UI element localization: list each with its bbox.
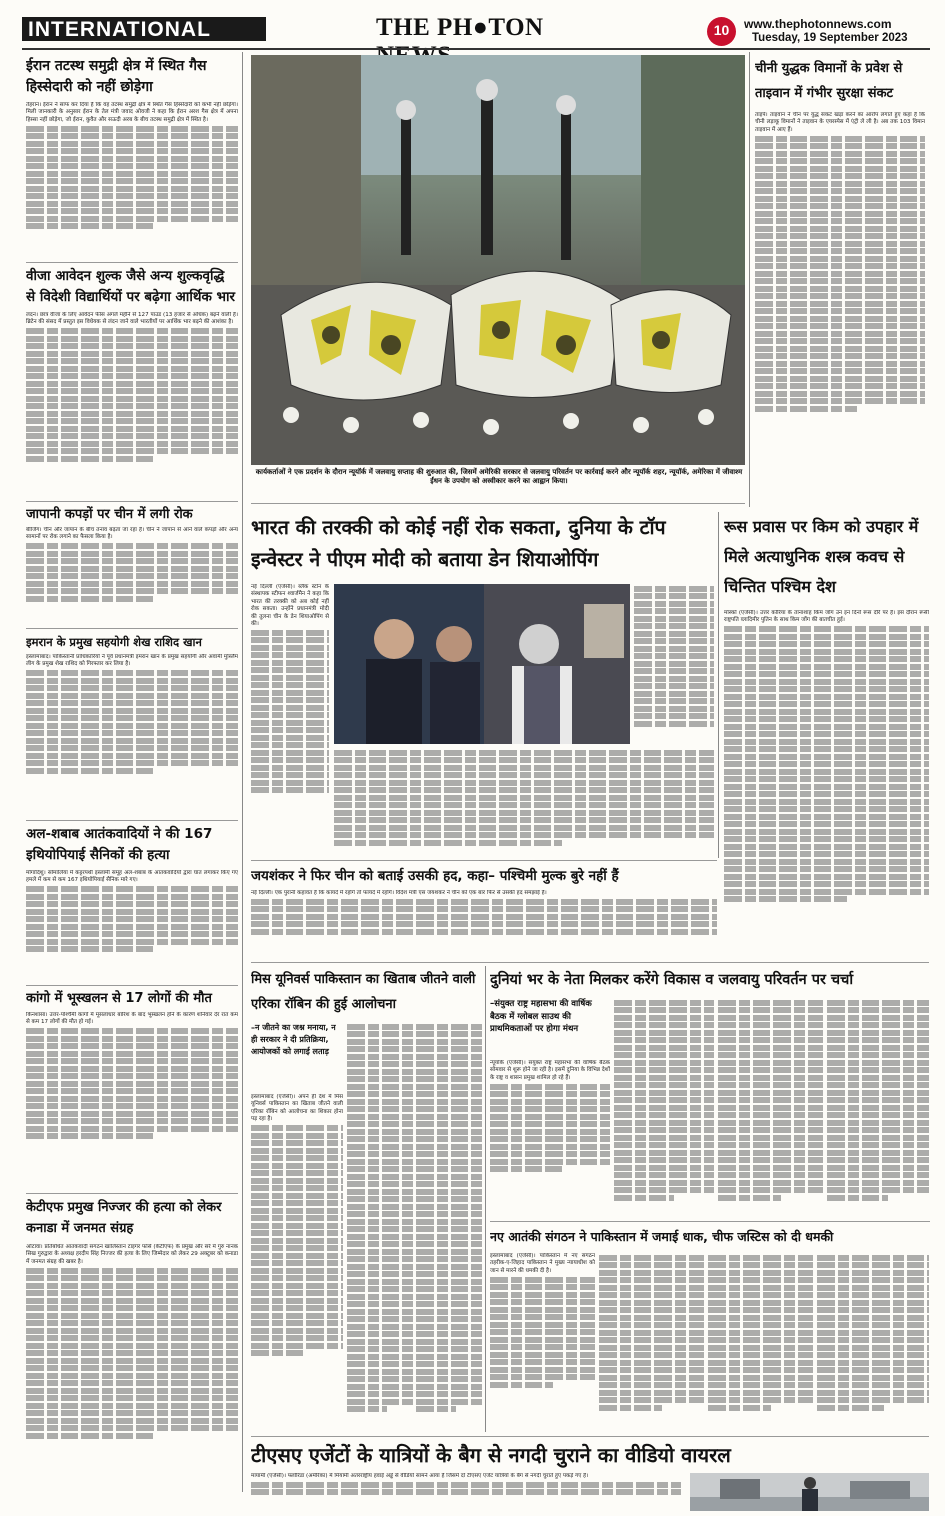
article-misspak-col2 [347, 1022, 413, 1434]
article-misspak-subtitle: –न जीतने का जश्न मनाया, न ही सरकार ने दी प्रतिक्रिया, आयोजकों को लगाई लताड़ [251, 1023, 336, 1056]
article-japan-title: जापानी कपड़ों पर चीन में लगी रोक [26, 507, 193, 522]
section-banner [22, 17, 266, 41]
masthead-title: THE PH●TON [376, 14, 544, 41]
article-visa-title: वीजा आवेदन शुल्क जैसे अन्य शुल्कवृद्धि से विदेशी विद्यार्थियों पर बढ़ेगा आर्थिक भार [26, 268, 236, 305]
divider [26, 628, 238, 629]
photo-illustration [251, 55, 745, 465]
strap-lead: नई दिल्ली। एक पुरानी कहावत है कि कायदे में रहोगे तो फायदे में रहोगे। विदेश मंत्री एस जयशंकर ने चीन को एक बार फिर से उसकी हद समझाई है। [251, 890, 547, 896]
article-pak-col4 [817, 1253, 929, 1431]
divider [26, 820, 238, 821]
section-label: INTERNATIONAL [28, 18, 211, 41]
website-link[interactable]: www.thephotonnews.com [744, 17, 892, 31]
article-pak-col1 [490, 1253, 595, 1431]
article-iran-title: ईरान तटस्थ समुद्री क्षेत्र में स्थित गैस हिस्सेदारी को नहीं छोड़ेगा [26, 58, 207, 95]
article-ktf-lead: ओटावा। प्रतिबंधित आतंकवादी संगठन खालिस्तान टाइगर फोर्स (केटीएफ) के प्रमुख और सरे में गुरु नानक सिख गुरुद्वारा के अध्यक्ष हरदीप सिंह निज्जर की हत्या के लिए जिम्मेदार को लेकर 29 अक्टूबर को कनाडा में जनमत संग्रह की खबर है। [26, 1244, 238, 1265]
article-un-col4 [827, 998, 929, 1218]
page-number-badge [707, 17, 736, 46]
article-misspak-col1 [251, 1094, 343, 1434]
article-un-title: दुनियां भर के नेता मिलकर करेंगे विकास व जलवायु परिवर्तन पर चर्चा [490, 972, 854, 988]
article-visa-body [26, 312, 238, 498]
divider [26, 501, 238, 502]
strap-title: जयशंकर ने फिर चीन को बताई उसकी हद, कहा– पश्चिमी मुल्क बुरे नहीं हैं [251, 868, 619, 884]
article-misspak-col3 [416, 1022, 482, 1434]
airport-security-photo [690, 1473, 929, 1511]
main-story-col4 [634, 584, 714, 744]
article-japan-body [26, 527, 238, 625]
divider [485, 966, 486, 1432]
photo-caption: कार्यकर्ताओं ने एक प्रदर्शन के दौरान न्यूयॉर्क में जलवायु सप्ताह की शुरुआत की, जिसमें अमेरिकी सरकार से जलवायु परिवर्तन पर कार्रवाई करने और न्यूयॉर्क शहर, न्यूयॉर्क, अमेरिका में जीवाश्म ईंधन के उपयोग को अस्वीकार करने का आह्वान किया। [255, 468, 743, 485]
divider [26, 1193, 238, 1194]
article-imran-lead: इस्लामाबाद। पाकिस्तानी प्राधिकारियों ने पूर्व प्रधानमंत्री इमरान खान के प्रमुख सहयोगी और अवामी मुस्लिम लीग के प्रमुख शेख राशिद को गिरफ्तार कर लिया है। [26, 654, 238, 668]
page-number: 10 [713, 22, 730, 38]
article-pak-lead: इस्लामाबाद (एजेंसी)। पाकिस्तान में नए संगठन तहरीक-ए-जिहाद पाकिस्तान ने मुख्य न्यायाधीश को जान से मारने की धमकी दी है। [490, 1253, 595, 1274]
main-story-lead: नई दिल्ली (एजेंसी)। ब्लैक स्टोन के संस्थापक स्टीफन श्वार्जमैन ने कहा कि भारत की तरक्की को अब कोई नहीं रोक सकता। उन्होंने प्रधानमंत्री मोदी की तुलना चीन के डेन शियाओपिंग से की। [251, 584, 329, 628]
divider [251, 860, 717, 861]
article-taiwan-lead: ताइपे। ताइवान ने चीन पर युद्ध संकट खड़ा करने का आरोप लगाते हुए कहा है कि चीनी लड़ाकू विमानों ने ताइवान के एयरस्पेस में एंट्री ले ली है। अब तक 103 विमान ताइवान में आए हैं। [755, 112, 925, 133]
left-column-divider [242, 52, 243, 1492]
airport-photo-illustration [690, 1473, 929, 1511]
article-ktf-body [26, 1244, 238, 1490]
article-congo-title: कांगो में भूस्खलन से 17 लोगों की मौत [26, 991, 212, 1006]
article-misspak-title: मिस यूनिवर्स पाकिस्तान का खिताब जीतने वाली एरिका रॉबिन की हुई आलोचना [251, 972, 476, 1012]
article-iran-lead: तेहरान। ईरान ने साफ कर दिया है कि वह तटस्थ समुद्री क्षेत्र में स्थित गैस हिस्सेदारी को कभी नहीं छोड़ेगा। मिली जानकारी के अनुसार ईरान के तेल मंत्री जवाद ओवजी ने कहा कि ईरान अरश गैस क्षेत्र में अपना हिस्सा नहीं छोड़ेगा, जो ईरान, कुवैत और सऊदी अरब के बीच तटस्थ समुद्री क्षेत्र में स्थित है। [26, 102, 238, 123]
divider [26, 985, 238, 986]
divider [251, 1436, 929, 1437]
article-imran-title: इमरान के प्रमुख सहयोगी शेख राशिद खान [26, 635, 202, 649]
article-un-col1 [490, 1060, 610, 1218]
divider [718, 512, 719, 858]
article-taiwan-title: चीनी युद्धक विमानों के प्रवेश से ताइवान में गंभीर सुरक्षा संकट [755, 61, 903, 101]
article-kim-lead: मॉस्को (एजेंसी)। उत्तर कोरिया के तानाशाह किम जोंग उन इन दिनों रूस दौरे पर हैं। इस दौरान रूसी राष्ट्रपति व्लादिमीर पुतिन के साथ किम जोंग की बातचीत हुई। [724, 610, 929, 624]
article-kim-body [724, 610, 929, 962]
article-japan-lead: बीजिंग। चीन और जापान के बीच तनाव बढ़ता जा रहा है। चीन ने जापान से आने वाले कपड़ों और अन्य सामानों पर रोक लगाने का फैसला किया है। [26, 527, 238, 541]
strap-body [251, 890, 717, 950]
article-un-col2 [614, 998, 714, 1218]
article-un-col3 [718, 998, 823, 1218]
bottom-story-body [251, 1473, 681, 1511]
article-taiwan-body [755, 112, 925, 506]
main-story-col1 [251, 584, 329, 856]
bottom-story-title: टीएसए एजेंटों के यात्रियों के बैग से नगदी चुराने का वीडियो वायरल [251, 1443, 731, 1467]
photo-bottom-rule [251, 503, 745, 504]
article-un-subtitle: –संयुक्त राष्ट्र महासभा की वार्षिक बैठक में ग्लोबल साउथ की प्राथमिकताओं पर होगा मंथन [490, 999, 592, 1034]
article-pak-col3 [708, 1253, 813, 1431]
article-iran-body [26, 102, 238, 258]
divider [251, 962, 929, 963]
divider [490, 1221, 930, 1222]
article-alshabab-title: अल-शबाब आतंकवादियों ने की 167 इथियोपियाई सैनिकों की हत्या [26, 826, 213, 863]
bottom-story-lead: मायामी (एजेंसी)। फ्लोरिडा (अमेरिका) में मियामी अंतरराष्ट्रीय हवाई अड्डे से वीडियो सामने आया है जिसमें दो टीएसए एजेंट यात्रियों के बैग से नगदी चुराते हुए पकड़े गए हैं। [251, 1473, 589, 1479]
article-ktf-title: केटीएफ प्रमुख निज्जर की हत्या को लेकर कनाडा में जनमत संग्रह [26, 1200, 222, 1236]
modi-meeting-photo [334, 584, 630, 744]
main-story-under-photo [334, 748, 714, 856]
article-alshabab-body [26, 870, 238, 982]
article-alshabab-lead: मोगादिशु। सोमालिया में कट्टरपंथी इस्लामी समूह अल-शबाब के आतंकवादियों द्वारा घात लगाकर किए गए हमले में कम से कम 167 इथियोपियाई सैनिक मारे गए। [26, 870, 238, 884]
article-pak-col2 [599, 1253, 704, 1431]
modi-photo-illustration [334, 584, 630, 744]
main-story-title: भारत की तरक्की को कोई नहीं रोक सकता, दुनिया के टॉप इन्वेस्टर ने पीएम मोदी को बताया डेन शियाओपिंग [251, 516, 666, 571]
article-congo-lead: किनशासा। उत्तर-पश्चिमी कांगो में मूसलाधार बारिश के बाद भूस्खलन होने के कारण शनिवार देर रात कम से कम 17 लोगों की मौत हो गई। [26, 1012, 238, 1026]
climate-protest-photo [251, 55, 745, 465]
article-kim-title: रूस प्रवास पर किम को उपहार में मिले अत्याधुनिक शस्त्र कवच से चिन्तित पश्चिम देश [724, 517, 919, 596]
issue-date: Tuesday, 19 September 2023 [752, 32, 908, 44]
article-misspak-lead: इस्लामाबाद (एजेंसी)। अपने ही देश में मिस यूनिवर्स पाकिस्तान का खिताब जीतने वाली एरिका रॉबिन को आलोचना का शिकार होना पड़ रहा है। [251, 1094, 343, 1123]
article-un-lead: न्यूयॉर्क (एजेंसी)। संयुक्त राष्ट्र महासभा की वार्षिक बैठक सोमवार से शुरू होने जा रही है। इसमें दुनिया के विभिन्न देशों के राष्ट्र व शासन प्रमुख शामिल हो रहे हैं। [490, 1060, 610, 1081]
divider [26, 262, 238, 263]
article-visa-lead: लंदन। छात्र वीजा के लिए आवेदन फीस अगले महीने से 127 पाउंड (13 हजार से अधिक) बढ़ने वाली है। ब्रिटेन की संसद में प्रस्तुत इस विधेयक से लंदन जाने वाले भारतीयों पर आर्थिक भार बढ़ने की आशंका है। [26, 312, 238, 326]
right-column-divider [749, 52, 750, 507]
article-congo-body [26, 1012, 238, 1190]
masthead-rule [22, 48, 930, 50]
article-pak-title: नए आतंकी संगठन ने पाकिस्तान में जमाई धाक, चीफ जस्टिस को दी धमकी [490, 1229, 834, 1244]
article-imran-body [26, 654, 238, 816]
